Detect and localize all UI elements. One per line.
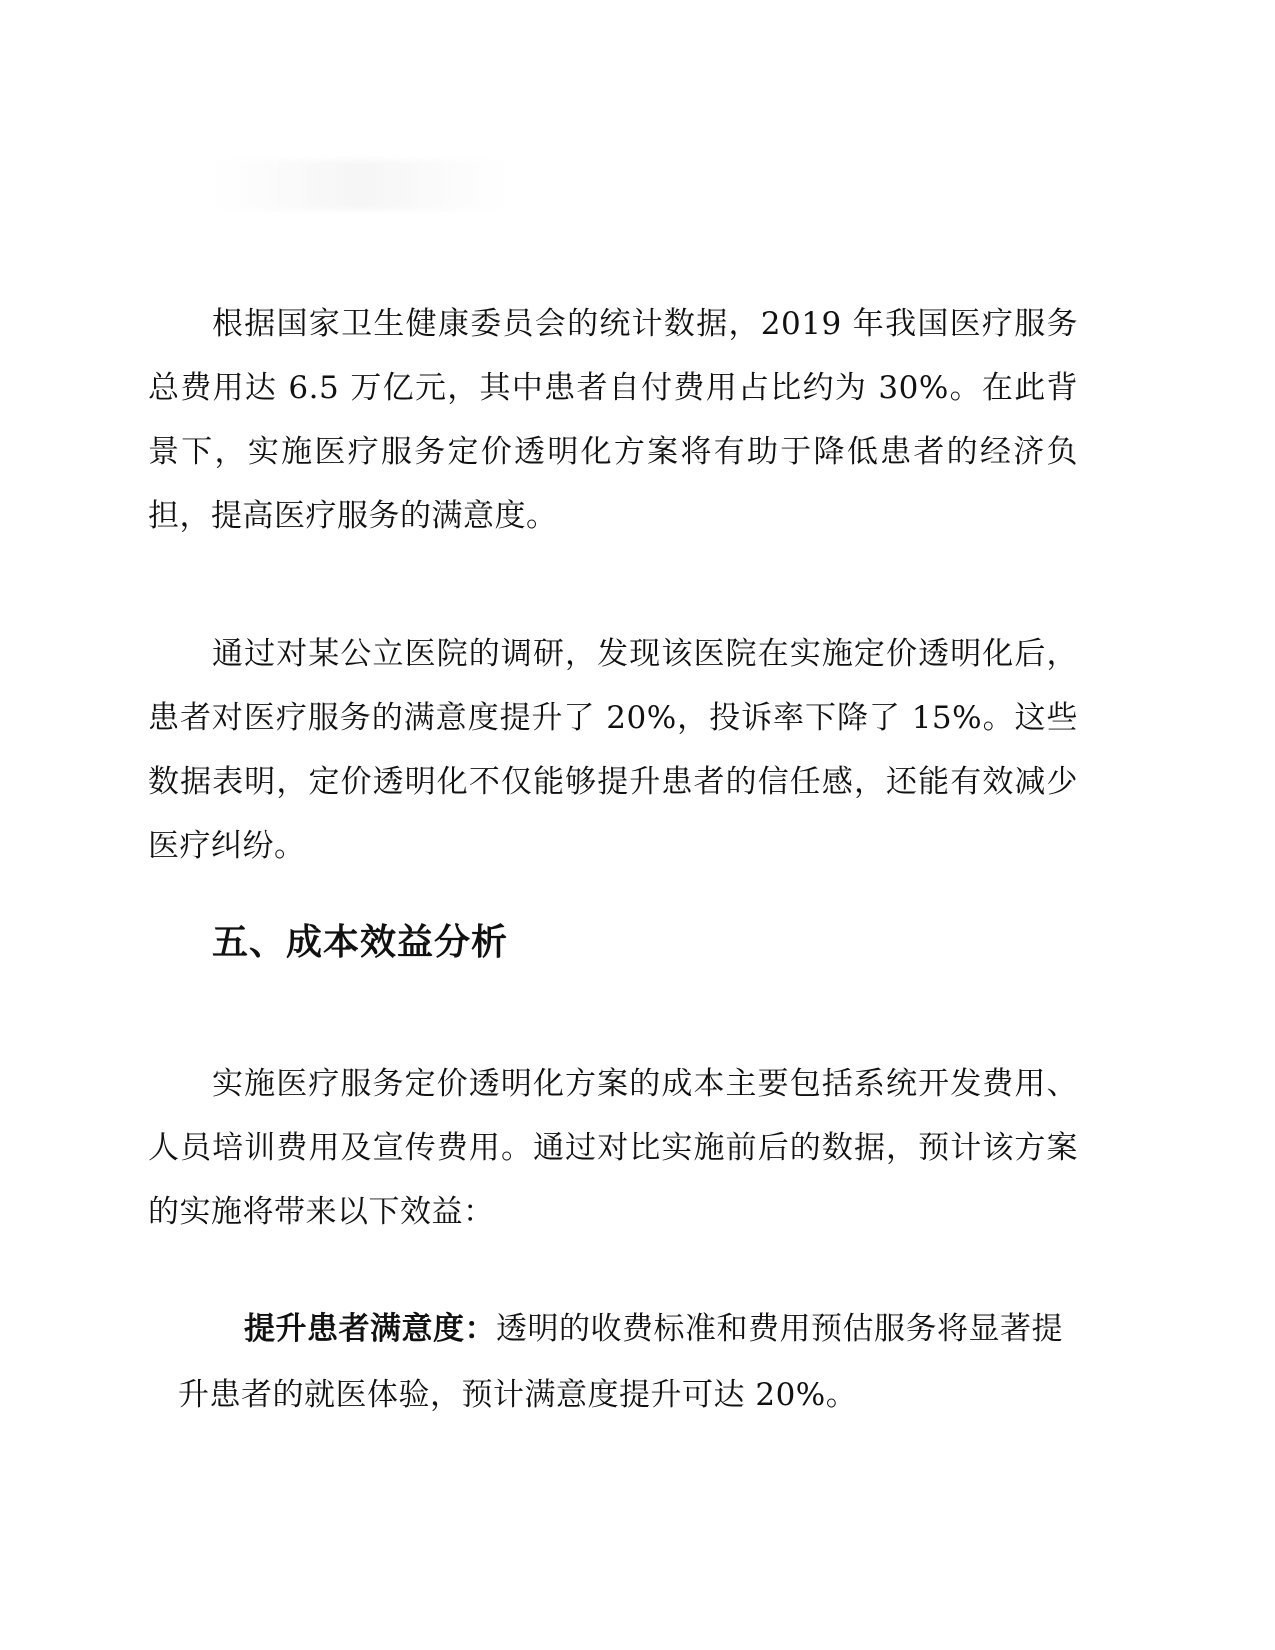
faint-scan-artifact bbox=[210, 160, 510, 210]
benefit-label: 提升患者满意度： bbox=[244, 1311, 496, 1347]
paragraph-survey: 通过对某公立医院的调研，发现该医院在实施定价透明化后，患者对医疗服务的满意度提升了 20%，投诉率下降了 15%。这些数据表明，定价透明化不仅能够提升患者的信任感，还能有效减少医疗纠纷。 bbox=[148, 636, 1078, 864]
benefit-text: 透明的收费标准和费用预估服务将显著提升患者的就医体验，预计满意度提升可达 20%。 bbox=[178, 1311, 1063, 1413]
section-heading: 五、成本效益分析 bbox=[212, 922, 509, 963]
paragraph-cost: 实施医疗服务定价透明化方案的成本主要包括系统开发费用、人员培训费用及宣传费用。通过对比实施前后的数据，预计该方案的实施将带来以下效益： bbox=[148, 1066, 1078, 1230]
benefit-item bbox=[178, 1296, 1078, 1428]
paragraph-statistics: 根据国家卫生健康委员会的统计数据，2019 年我国医疗服务总费用达 6.5 万亿元，其中患者自付费用占比约为 30%。在此背景下，实施医疗服务定价透明化方案将有助于降低患者的经济负担，提高医疗服务的满意度。 bbox=[148, 306, 1078, 534]
